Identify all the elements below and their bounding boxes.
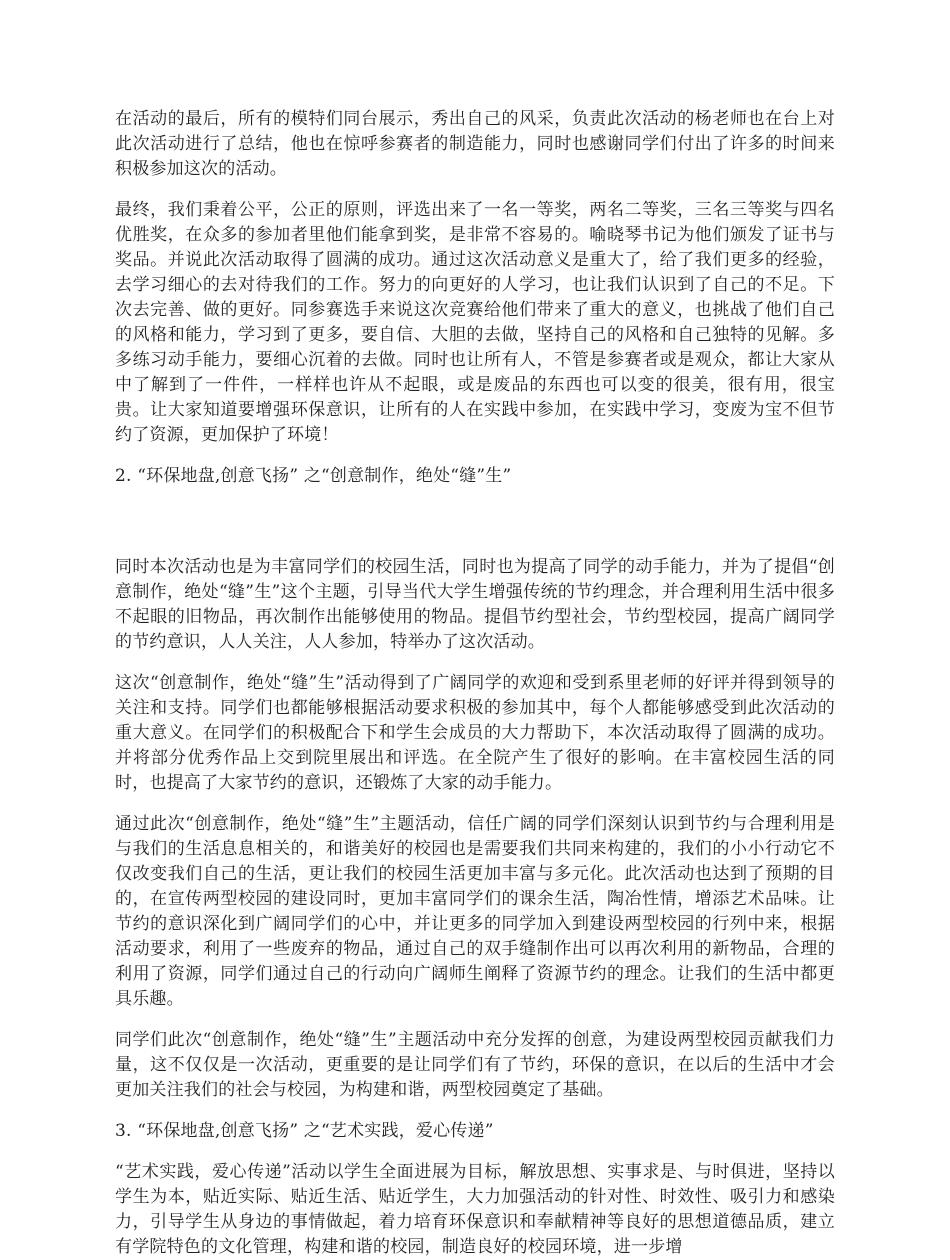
section-heading-2: 2. “环保地盘,创意飞扬” 之“创意制作，绝处“缝”生” [115, 466, 512, 486]
paragraph-conclusion: 同学们此次“创意制作，绝处“缝”生”主题活动中充分发挥的创意，为建设两型校园贡献我们力量，这不仅仅是一次活动，更重要的是让同学们有了节约，环保的意识，在以后的生活中才会更加关注我们的社会与校园，为构建和谐，两型校园奠定了基础。 [115, 1030, 835, 1100]
paragraph-reflection: 通过此次“创意制作，绝处“缝”生”主题活动，信任广阔的同学们深刻认识到节约与合理利用是与我们的生活息息相关的，和谐美好的校园也是需要我们共同来构建的，我们的小小行动它不仅改变我们自己的生活，更让我们的校园生活更加丰富与多元化。此次活动也达到了预期的目的，在宣传两型校园的建设同时，更加丰富同学们的课余生活，陶冶性情，增添艺术品味。让节约的意识深化到广阔同学们的心中，并让更多的同学加入到建设两型校园的行列中来，根据活动要求，利用了一些废弃的物品，通过自己的双手缝制作出可以再次利用的新物品，合理的利用了资源，同学们通过自己的行动向广阔师生阐释了资源节约的理念。让我们的生活中都更具乐趣。 [115, 814, 835, 1009]
section-spacer [115, 505, 835, 555]
paragraph-awards: 最终，我们秉着公平，公正的原则，评选出来了一名一等奖，两名二等奖，三名三等奖与四名优胜奖，在众多的参加者里他们能拿到奖，是非常不容易的。喻晓琴书记为他们颁发了证书与奖品。并说此次活动取得了圆满的成功。通过这次活动意义是重大了，给了我们更多的经验，去学习细心的去对待我们的工作。努力的向更好的人学习，也让我们认识到了自己的不足。下次去完善、做的更好。同参赛选手来说这次竞赛给他们带来了重大的意义，也挑战了他们自己的风格和能力，学习到了更多，要自信、大胆的去做，坚持自己的风格和自己独特的见解。多多练习动手能力，要细心沉着的去做。同时也让所有人，不管是参赛者或是观众，都让大家从中了解到了一件件，一样样也许从不起眼，或是废品的东西也可以变的很美，很有用，很宝贵。让大家知道要增强环保意识，让所有的人在实践中参加，在实践中学习，变废为宝不但节约了资源，更加保护了环境！ [115, 200, 835, 445]
section-heading-3: 3. “环保地盘,创意飞扬” 之“艺术实践，爱心传递” [115, 1121, 494, 1141]
paragraph-art-practice: “艺术实践，爱心传递”活动以学生全面进展为目标，解放思想、实事求是、与时俱进，坚持以学生为本，贴近实际、贴近生活、贴近学生，大力加强活动的针对性、时效性、吸引力和感染力，引导学生从身边的事情做起，着力培育环保意识和奉献精神等良好的思想道德品质，建立有学院特色的文化管理，构建和谐的校园，制造良好的校园环境，进一步增 [115, 1162, 835, 1257]
paragraph-purpose: 同时本次活动也是为丰富同学们的校园生活，同时也为提高了同学的动手能力，并为了提倡“创意制作，绝处“缝”生”这个主题，引导当代大学生增强传统的节约理念，并合理利用生活中很多不起眼的旧物品，再次制作出能够使用的物品。提倡节约型社会，节约型校园，提高广阔同学的节约意识，人人关注，人人参加，特举办了这次活动。 [115, 557, 835, 652]
paragraph-reception: 这次“创意制作，绝处“缝”生”活动得到了广阔同学的欢迎和受到系里老师的好评并得到领导的关注和支持。同学们也都能够根据活动要求积极的参加其中，每个人都能够感受到此次活动的重大意义。在同学们的积极配合下和学生会成员的大力帮助下，本次活动取得了圆满的成功。并将部分优秀作品上交到院里展出和评选。在全院产生了很好的影响。在丰富校园生活的同时，也提高了大家节约的意识，还锻炼了大家的动手能力。 [115, 673, 835, 793]
paragraph-closing-show: 在活动的最后，所有的模特们同台展示，秀出自己的风采，负责此次活动的杨老师也在台上对此次活动进行了总结，他也在惊呼参赛者的制造能力，同时也感谢同学们付出了许多的时间来积极参加这次的活动。 [115, 109, 835, 179]
